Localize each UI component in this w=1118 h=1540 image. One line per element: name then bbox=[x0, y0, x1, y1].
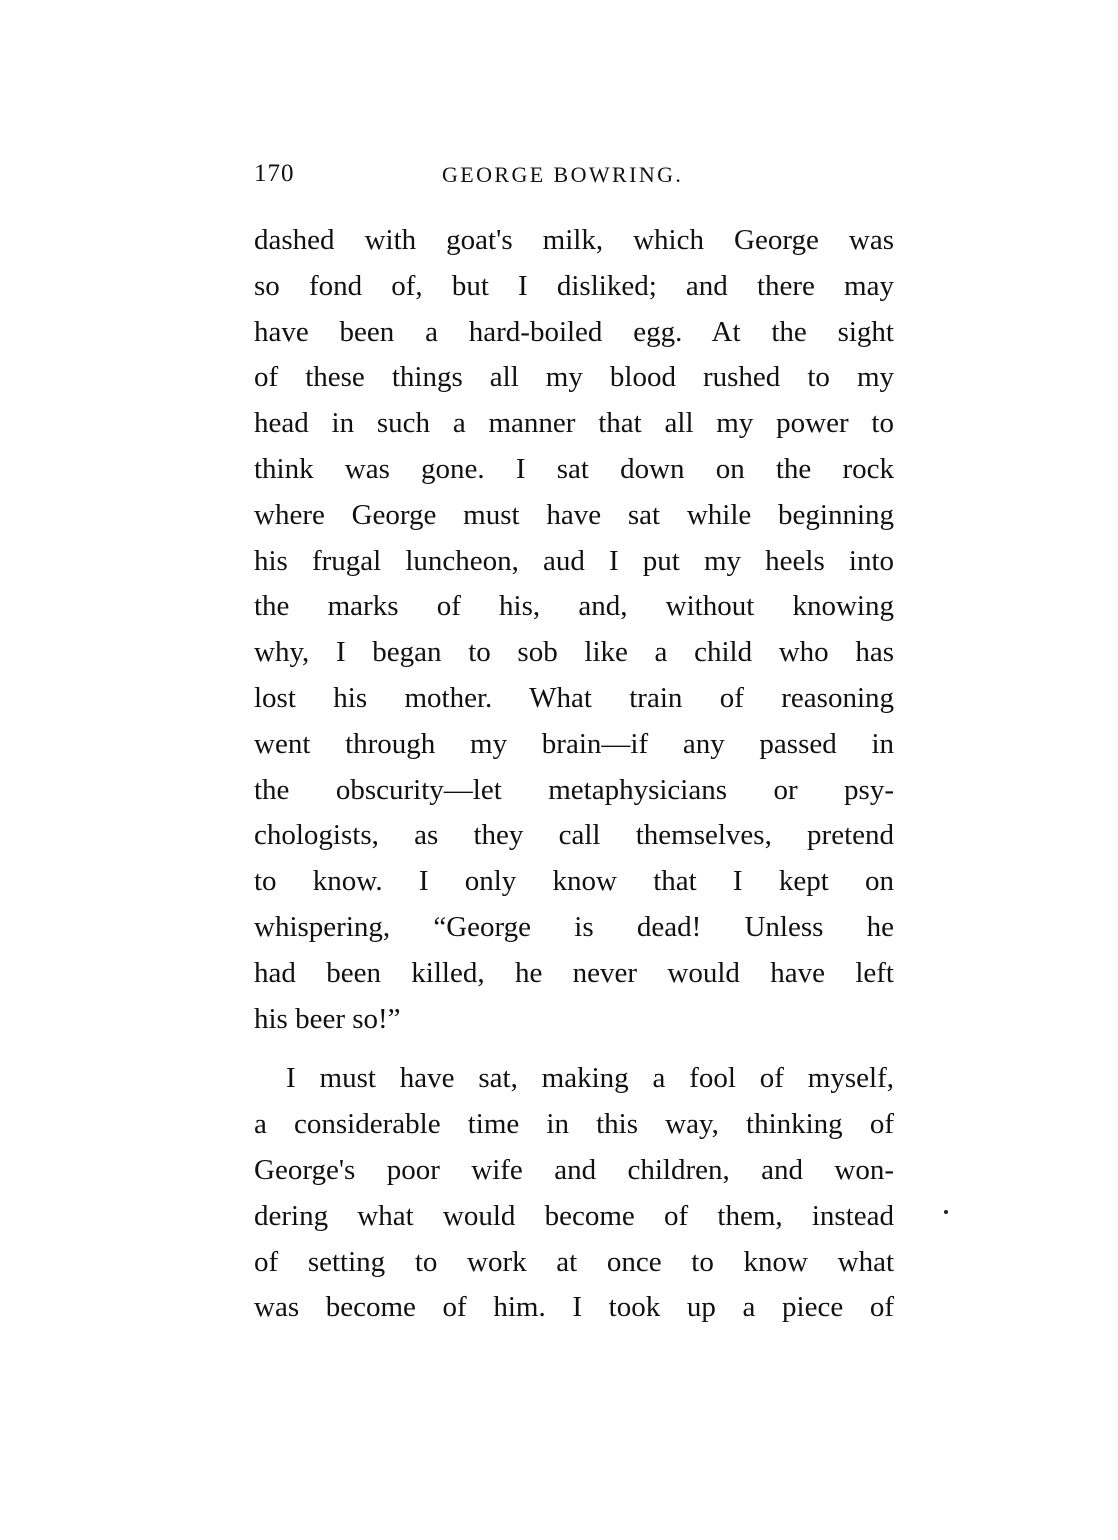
text-line: the marks of his, and, without knowing bbox=[254, 590, 894, 623]
text-line: dering what would become of them, instead bbox=[254, 1199, 894, 1232]
text-line: his frugal luncheon, aud I put my heels into bbox=[254, 544, 894, 577]
text-line: why, I began to sob like a child who has bbox=[254, 636, 894, 669]
text-line: of setting to work at once to know what bbox=[254, 1245, 894, 1278]
text-line: was become of him. I took up a piece of bbox=[254, 1291, 894, 1324]
text-line: of these things all my blood rushed to my bbox=[254, 361, 894, 394]
text-line: head in such a manner that all my power to bbox=[254, 407, 894, 440]
text-line: had been killed, he never would have left bbox=[254, 956, 894, 989]
text-line: to know. I only know that I kept on bbox=[254, 865, 894, 898]
text-line: I must have sat, making a fool of myself, bbox=[286, 1062, 894, 1095]
text-line: whispering, “George is dead! Unless he bbox=[254, 910, 894, 943]
page-header bbox=[254, 160, 894, 192]
paragraph bbox=[254, 1056, 894, 1331]
text-line: dashed with goat's milk, which George was bbox=[254, 224, 894, 256]
text-line: a considerable time in this way, thinking of bbox=[254, 1108, 894, 1141]
body-text bbox=[254, 218, 894, 1331]
print-speck bbox=[944, 1210, 948, 1214]
text-line: think was gone. I sat down on the rock bbox=[254, 452, 894, 485]
paragraph bbox=[254, 218, 894, 1042]
text-line: George's poor wife and children, and won- bbox=[254, 1153, 894, 1186]
text-line: chologists, as they call themselves, pretend bbox=[254, 819, 894, 852]
text-line: the obscurity—let metaphysicians or psy- bbox=[254, 773, 894, 806]
text-line: lost his mother. What train of reasoning bbox=[254, 681, 894, 714]
text-line: where George must have sat while beginning bbox=[254, 498, 894, 531]
text-line: have been a hard-boiled egg. At the sight bbox=[254, 315, 894, 348]
text-line: so fond of, but I disliked; and there may bbox=[254, 269, 894, 302]
text-line: his beer so!” bbox=[254, 1002, 401, 1035]
running-title: GEORGE BOWRING. bbox=[442, 162, 684, 187]
page-number: 170 bbox=[254, 160, 295, 187]
text-line: went through my brain—if any passed in bbox=[254, 727, 894, 760]
paragraph-spacer bbox=[254, 1042, 894, 1056]
